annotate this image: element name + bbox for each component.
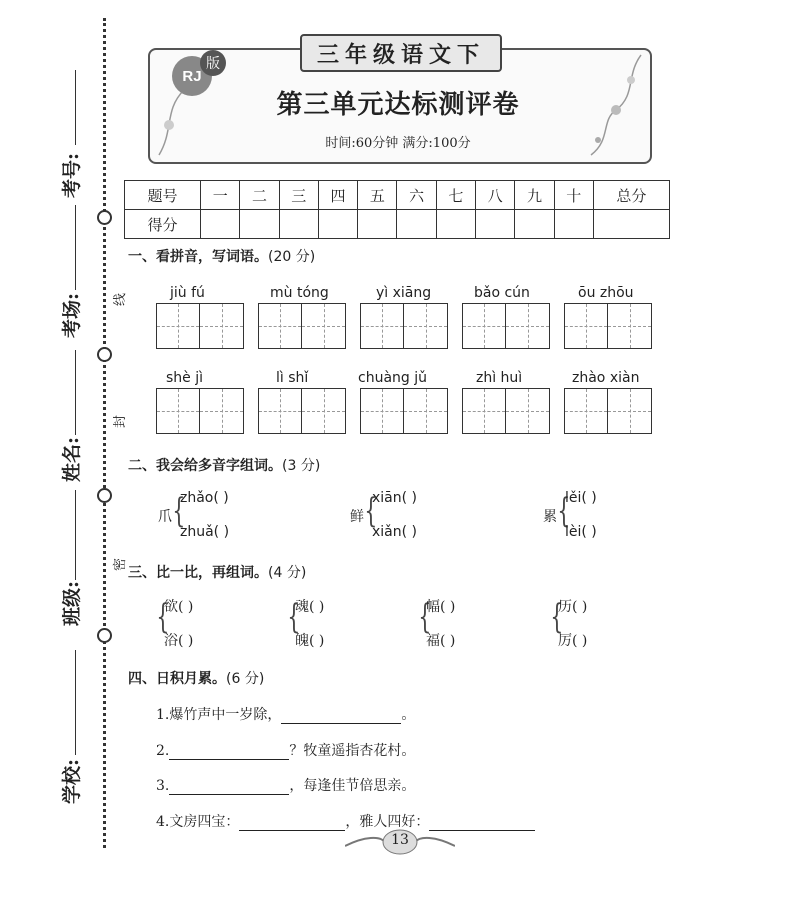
brace: { xyxy=(172,491,186,531)
writing-grid[interactable] xyxy=(360,303,448,349)
score-header-cell: 八 xyxy=(476,181,515,210)
section-3-title: 三、比一比，再组词。 xyxy=(128,565,268,581)
score-table xyxy=(124,180,670,239)
binding-dotted-line xyxy=(103,18,106,848)
section-2-title: 二、我会给多音字组词。 xyxy=(128,458,282,474)
brace: { xyxy=(418,597,432,637)
polyphone-option[interactable]: xiān( ) xyxy=(372,490,418,506)
score-cell[interactable] xyxy=(476,210,515,239)
grade-tab: 三年级语文下 xyxy=(300,34,502,72)
score-row-label: 得分 xyxy=(125,210,201,239)
pinyin-label: mù tóng xyxy=(270,285,329,301)
score-header-cell: 十 xyxy=(554,181,593,210)
binding-char-feng: 封 xyxy=(113,414,129,429)
writing-grid[interactable] xyxy=(564,303,652,349)
section-1-title: 一、看拼音，写词语。 xyxy=(128,249,268,265)
score-cell[interactable] xyxy=(436,210,475,239)
compare-item[interactable]: 魄( ) xyxy=(295,633,325,649)
field-label-exam-room: 考场: xyxy=(61,292,84,339)
pinyin-label: shè jì xyxy=(166,370,204,386)
writing-grid[interactable] xyxy=(258,388,346,434)
score-cell[interactable] xyxy=(515,210,554,239)
polyphone-option[interactable]: zhuǎ( ) xyxy=(180,524,230,540)
rj-badge: RJ xyxy=(172,56,212,96)
score-header-cell: 总分 xyxy=(593,181,669,210)
field-line-name[interactable] xyxy=(75,350,76,435)
field-label-exam-number: 考号: xyxy=(61,152,84,199)
pinyin-label: yì xiāng xyxy=(376,285,432,301)
brace: { xyxy=(287,597,301,637)
binding-hole xyxy=(97,628,112,643)
polyphone-option[interactable]: lèi( ) xyxy=(565,524,597,540)
polyphone-option[interactable]: xiǎn( ) xyxy=(372,524,418,540)
polyphone-char: 爪 xyxy=(158,509,172,525)
score-cell[interactable] xyxy=(397,210,436,239)
score-cell[interactable] xyxy=(593,210,669,239)
score-cell[interactable] xyxy=(554,210,593,239)
page-title: 第三单元达标测评卷 xyxy=(276,90,520,120)
section-4-points: (6 分) xyxy=(226,671,265,687)
field-line-exam-number[interactable] xyxy=(75,70,76,145)
section-3-points: (4 分) xyxy=(268,565,307,581)
score-cell[interactable] xyxy=(358,210,397,239)
q3-blank[interactable] xyxy=(169,780,289,795)
q4-middle: ，雅人四好： xyxy=(345,814,430,830)
compare-item[interactable]: 幅( ) xyxy=(426,599,456,615)
score-header-cell: 六 xyxy=(397,181,436,210)
binding-hole xyxy=(97,488,112,503)
edition-badge: 版 xyxy=(200,50,226,76)
writing-grid[interactable] xyxy=(156,388,244,434)
field-line-school[interactable] xyxy=(75,650,76,755)
score-header-cell: 一 xyxy=(201,181,240,210)
score-cell[interactable] xyxy=(318,210,357,239)
compare-item[interactable]: 历( ) xyxy=(558,599,588,615)
pinyin-label: zhào xiàn xyxy=(572,370,640,386)
writing-grid[interactable] xyxy=(462,388,550,434)
section-2-points: (3 分) xyxy=(282,458,321,474)
binding-hole xyxy=(97,210,112,225)
q2-prefix: 2. xyxy=(156,743,170,759)
score-table-score-row xyxy=(125,210,670,239)
section-3-heading xyxy=(128,562,306,582)
polyphone-char: 鲜 xyxy=(350,509,364,525)
pinyin-label: ōu zhōu xyxy=(578,285,634,301)
score-cell[interactable] xyxy=(240,210,279,239)
pinyin-label: lì shǐ xyxy=(276,370,309,386)
score-header-cell: 五 xyxy=(358,181,397,210)
pinyin-label: chuàng jǔ xyxy=(358,370,427,386)
writing-grid[interactable] xyxy=(258,303,346,349)
writing-grid[interactable] xyxy=(564,388,652,434)
compare-item[interactable]: 福( ) xyxy=(426,633,456,649)
brace: { xyxy=(364,491,378,531)
question-3 xyxy=(156,775,415,795)
q1-suffix: 。 xyxy=(401,707,416,723)
section-4-title: 四、日积月累。 xyxy=(128,671,226,687)
field-label-class: 班级: xyxy=(61,580,84,627)
brace: { xyxy=(557,491,571,531)
score-header-cell: 九 xyxy=(515,181,554,210)
section-1-points: (20 分) xyxy=(268,249,316,265)
q1-blank[interactable] xyxy=(281,709,401,724)
writing-grid[interactable] xyxy=(360,388,448,434)
writing-grid[interactable] xyxy=(462,303,550,349)
section-1-heading xyxy=(128,246,315,266)
binding-char-xian: 线 xyxy=(113,292,129,307)
pinyin-label: jiù fú xyxy=(170,285,205,301)
q1-prefix: 1.爆竹声中一岁除， xyxy=(156,707,282,723)
q2-blank[interactable] xyxy=(169,745,289,760)
q3-prefix: 3. xyxy=(156,778,170,794)
score-table-header-row xyxy=(125,181,670,210)
pinyin-label: bǎo cún xyxy=(474,285,530,301)
score-header-cell: 三 xyxy=(279,181,318,210)
compare-item[interactable]: 欲( ) xyxy=(164,599,194,615)
exam-info: 时间:60分钟 满分:100分 xyxy=(325,136,471,151)
field-label-name: 姓名: xyxy=(61,436,84,483)
page-number: 13 xyxy=(391,832,409,848)
brace: { xyxy=(156,597,170,637)
section-4-heading xyxy=(128,668,264,688)
q4-blank-1[interactable] xyxy=(239,816,345,831)
score-header-cell: 二 xyxy=(240,181,279,210)
q2-suffix: ？牧童遥指杏花村。 xyxy=(289,743,416,759)
polyphone-option[interactable]: zhǎo( ) xyxy=(180,490,229,506)
binding-char-mi: 密 xyxy=(113,557,129,572)
field-line-exam-room[interactable] xyxy=(75,205,76,290)
binding-hole xyxy=(97,347,112,362)
polyphone-option[interactable]: lěi( ) xyxy=(565,490,597,506)
compare-item[interactable]: 浴( ) xyxy=(164,633,194,649)
score-header-cell: 七 xyxy=(436,181,475,210)
q4-prefix: 4.文房四宝： xyxy=(156,814,240,830)
field-line-class[interactable] xyxy=(75,490,76,580)
field-label-school: 学校: xyxy=(61,758,84,805)
section-2-heading xyxy=(128,455,320,475)
pinyin-label: zhì huì xyxy=(476,370,523,386)
score-header-cell: 四 xyxy=(318,181,357,210)
compare-item[interactable]: 厉( ) xyxy=(558,633,588,649)
score-cell[interactable] xyxy=(201,210,240,239)
q3-suffix: ，每逢佳节倍思亲。 xyxy=(289,778,416,794)
writing-grid[interactable] xyxy=(156,303,244,349)
question-2 xyxy=(156,740,415,760)
compare-item[interactable]: 魂( ) xyxy=(295,599,325,615)
score-cell[interactable] xyxy=(279,210,318,239)
score-header-cell: 题号 xyxy=(125,181,201,210)
question-1 xyxy=(156,704,415,724)
polyphone-char: 累 xyxy=(543,509,557,525)
brace: { xyxy=(550,597,564,637)
